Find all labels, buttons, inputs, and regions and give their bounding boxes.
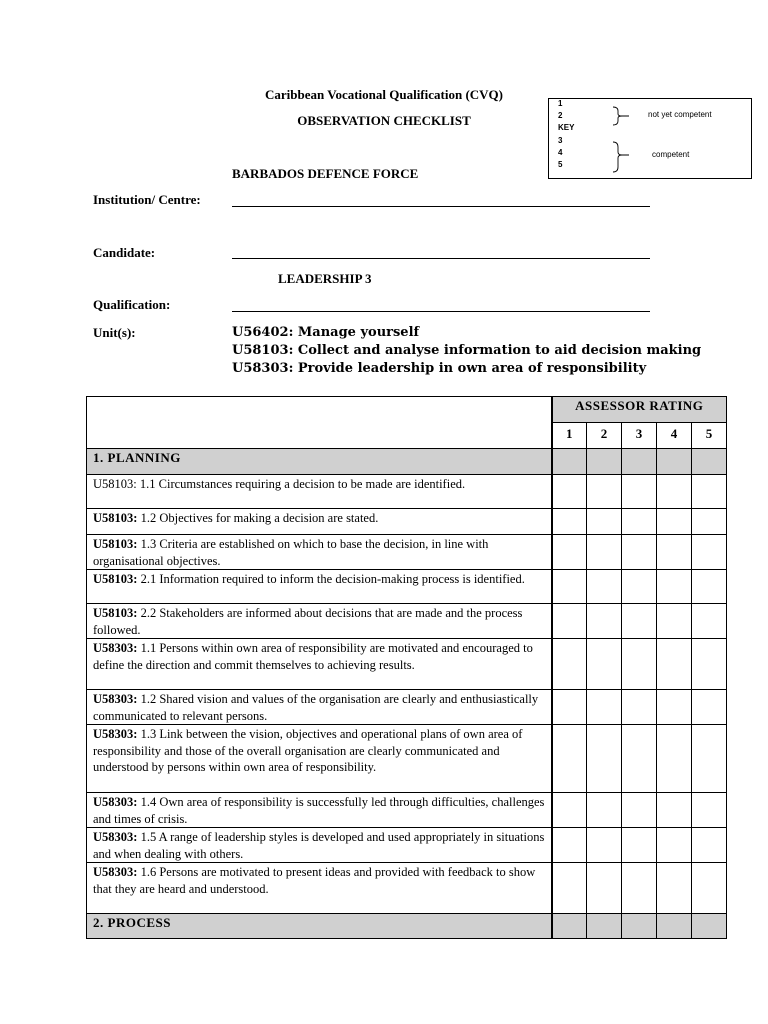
table-row: [87, 604, 727, 639]
rating-cell[interactable]: [692, 793, 727, 828]
criterion-text: 1.3 Link between the vision, objectives and operational plans of own area of responsibility and those of the overall organisation are clearly communicated and understood by persons within own area of responsibility.: [93, 727, 523, 774]
rating-cell[interactable]: [587, 604, 622, 639]
rating-cell[interactable]: [657, 475, 692, 509]
rating-cell[interactable]: [552, 570, 587, 604]
table-row: [87, 863, 727, 914]
table-row: [87, 690, 727, 725]
course-title: LEADERSHIP 3: [278, 271, 372, 286]
criterion-cell: [87, 535, 552, 570]
rating-cell[interactable]: [587, 509, 622, 535]
rating-cell[interactable]: [622, 793, 657, 828]
criterion-code: U58303:: [93, 727, 138, 741]
rating-cell[interactable]: [692, 725, 727, 793]
criterion-text: : 1.1 Circumstances requiring a decision to be made are identified.: [133, 477, 466, 491]
rating-cell[interactable]: [657, 604, 692, 639]
criterion-code: U58103:: [93, 511, 138, 525]
table-row: [87, 570, 727, 604]
criterion-text: 1.6 Persons are motivated to present ideas and provided with feedback to show that they are heard and understood.: [93, 865, 536, 896]
rating-cell[interactable]: [552, 828, 587, 863]
rating-cell[interactable]: [622, 604, 657, 639]
criterion-cell: [87, 509, 552, 535]
rating-col-header: 2: [587, 423, 622, 449]
rating-cell[interactable]: [692, 509, 727, 535]
criterion-text: 1.2 Objectives for making a decision are stated.: [137, 511, 379, 525]
qualification-field[interactable]: [232, 311, 650, 312]
rating-cell[interactable]: [657, 828, 692, 863]
rating-cell[interactable]: [552, 604, 587, 639]
rating-cell[interactable]: [552, 725, 587, 793]
rating-cell[interactable]: [657, 570, 692, 604]
rating-cell[interactable]: [657, 509, 692, 535]
form-title: Caribbean Vocational Qualification (CVQ): [265, 87, 503, 102]
rating-cell[interactable]: [657, 863, 692, 914]
rating-cell[interactable]: [622, 509, 657, 535]
rating-cell[interactable]: [622, 690, 657, 725]
criterion-text: 1.1 Persons within own area of responsibility are motivated and encouraged to define the direction and commit themselves to achieving results.: [93, 641, 533, 672]
criterion-code: U58303:: [93, 830, 138, 844]
criterion-cell: [87, 604, 552, 639]
criterion-text: 2.2 Stakeholders are informed about decisions that are made and the process followed.: [93, 606, 523, 637]
rating-col-header: 5: [692, 423, 727, 449]
rating-cell[interactable]: [622, 639, 657, 690]
criterion-code: U58103:: [93, 606, 138, 620]
assessor-rating-header: ASSESSOR RATING: [552, 397, 727, 423]
criterion-text: 1.2 Shared vision and values of the organisation are clearly and enthusiastically communicated to relevant persons.: [93, 692, 539, 723]
rating-cell[interactable]: [552, 535, 587, 570]
rating-cell[interactable]: [552, 793, 587, 828]
criterion-code: U58103: [93, 477, 134, 491]
table-header-row: [87, 397, 727, 423]
unit-item: U58303: Provide leadership in own area of responsibility: [232, 361, 647, 376]
rating-cell[interactable]: [552, 863, 587, 914]
criterion-text: 1.5 A range of leadership styles is developed and used appropriately in situations and when dealing with others.: [93, 830, 545, 861]
organisation-name: BARBADOS DEFENCE FORCE: [232, 166, 419, 181]
table-row: [87, 793, 727, 828]
rating-cell[interactable]: [552, 639, 587, 690]
rating-cell[interactable]: [587, 690, 622, 725]
header-blank-cell: [87, 397, 552, 449]
rating-cell[interactable]: [587, 639, 622, 690]
criterion-cell: [87, 690, 552, 725]
rating-cell[interactable]: [622, 863, 657, 914]
rating-cell[interactable]: [622, 535, 657, 570]
rating-cell[interactable]: [587, 570, 622, 604]
rating-col-header: 3: [622, 423, 657, 449]
candidate-field[interactable]: [232, 258, 650, 259]
unit-item: U56402: Manage yourself: [232, 325, 420, 340]
key-number: 3: [558, 136, 563, 145]
rating-cell[interactable]: [657, 725, 692, 793]
rating-cell[interactable]: [552, 475, 587, 509]
rating-cell[interactable]: [622, 725, 657, 793]
institution-label: Institution/ Centre:: [93, 192, 201, 207]
rating-key-box: [548, 98, 752, 179]
criterion-code: U58303:: [93, 692, 138, 706]
section-heading-planning: 1. PLANNING: [87, 449, 552, 475]
criterion-text: 2.1 Information required to inform the decision-making process is identified.: [137, 572, 525, 586]
rating-cell[interactable]: [657, 535, 692, 570]
rating-cell[interactable]: [692, 570, 727, 604]
rating-cell[interactable]: [622, 828, 657, 863]
table-row: [87, 725, 727, 793]
key-number: 4: [558, 148, 563, 157]
rating-col-header: 4: [657, 423, 692, 449]
brace-icon: [609, 105, 639, 177]
criterion-code: U58303:: [93, 795, 138, 809]
section-row-process: [87, 914, 727, 939]
observation-table: [86, 396, 727, 939]
section-heading-process: 2. PROCESS: [87, 914, 552, 939]
section-row-planning: [87, 449, 727, 475]
rating-cell[interactable]: [587, 475, 622, 509]
criterion-cell: [87, 828, 552, 863]
criterion-cell: [87, 725, 552, 793]
rating-cell[interactable]: [692, 690, 727, 725]
rating-col-header: 1: [552, 423, 587, 449]
table-row: [87, 639, 727, 690]
criterion-text: 1.3 Criteria are established on which to base the decision, in line with organisational objectives.: [93, 537, 489, 568]
rating-cell[interactable]: [692, 863, 727, 914]
criterion-cell: [87, 570, 552, 604]
criterion-code: U58303:: [93, 865, 138, 879]
rating-cell[interactable]: [552, 509, 587, 535]
criterion-text: 1.4 Own area of responsibility is successfully led through difficulties, challenges and times of crisis.: [93, 795, 545, 826]
rating-cell[interactable]: [657, 639, 692, 690]
criterion-code: U58303:: [93, 641, 138, 655]
rating-cell[interactable]: [587, 863, 622, 914]
rating-cell[interactable]: [657, 793, 692, 828]
rating-cell[interactable]: [692, 828, 727, 863]
rating-cell[interactable]: [692, 535, 727, 570]
table-row: [87, 475, 727, 509]
table-row: [87, 828, 727, 863]
criterion-cell: [87, 475, 552, 509]
criterion-cell: [87, 793, 552, 828]
rating-cell[interactable]: [587, 828, 622, 863]
institution-field[interactable]: [232, 206, 650, 207]
key-number: 1: [558, 99, 563, 108]
rating-cell[interactable]: [552, 690, 587, 725]
units-label: Unit(s):: [93, 325, 136, 340]
key-number: 5: [558, 160, 563, 169]
criterion-code: U58103:: [93, 537, 138, 551]
key-number: 2: [558, 111, 563, 120]
criterion-code: U58103:: [93, 572, 138, 586]
criterion-cell: [87, 863, 552, 914]
key-competent: competent: [652, 150, 690, 159]
rating-cell[interactable]: [622, 570, 657, 604]
key-not-yet-competent: not yet competent: [648, 110, 712, 119]
unit-item: U58103: Collect and analyse information to aid decision making: [232, 343, 702, 358]
rating-cell[interactable]: [657, 690, 692, 725]
rating-cell[interactable]: [587, 725, 622, 793]
form-subtitle: OBSERVATION CHECKLIST: [297, 113, 471, 128]
rating-cell[interactable]: [692, 475, 727, 509]
rating-cell[interactable]: [692, 604, 727, 639]
rating-cell[interactable]: [587, 793, 622, 828]
table-row: [87, 535, 727, 570]
rating-cell[interactable]: [622, 475, 657, 509]
rating-cell[interactable]: [692, 639, 727, 690]
rating-cell[interactable]: [587, 535, 622, 570]
qualification-label: Qualification:: [93, 297, 171, 312]
key-label: KEY: [558, 123, 575, 132]
table-row: [87, 509, 727, 535]
candidate-label: Candidate:: [93, 245, 156, 260]
criterion-cell: [87, 639, 552, 690]
